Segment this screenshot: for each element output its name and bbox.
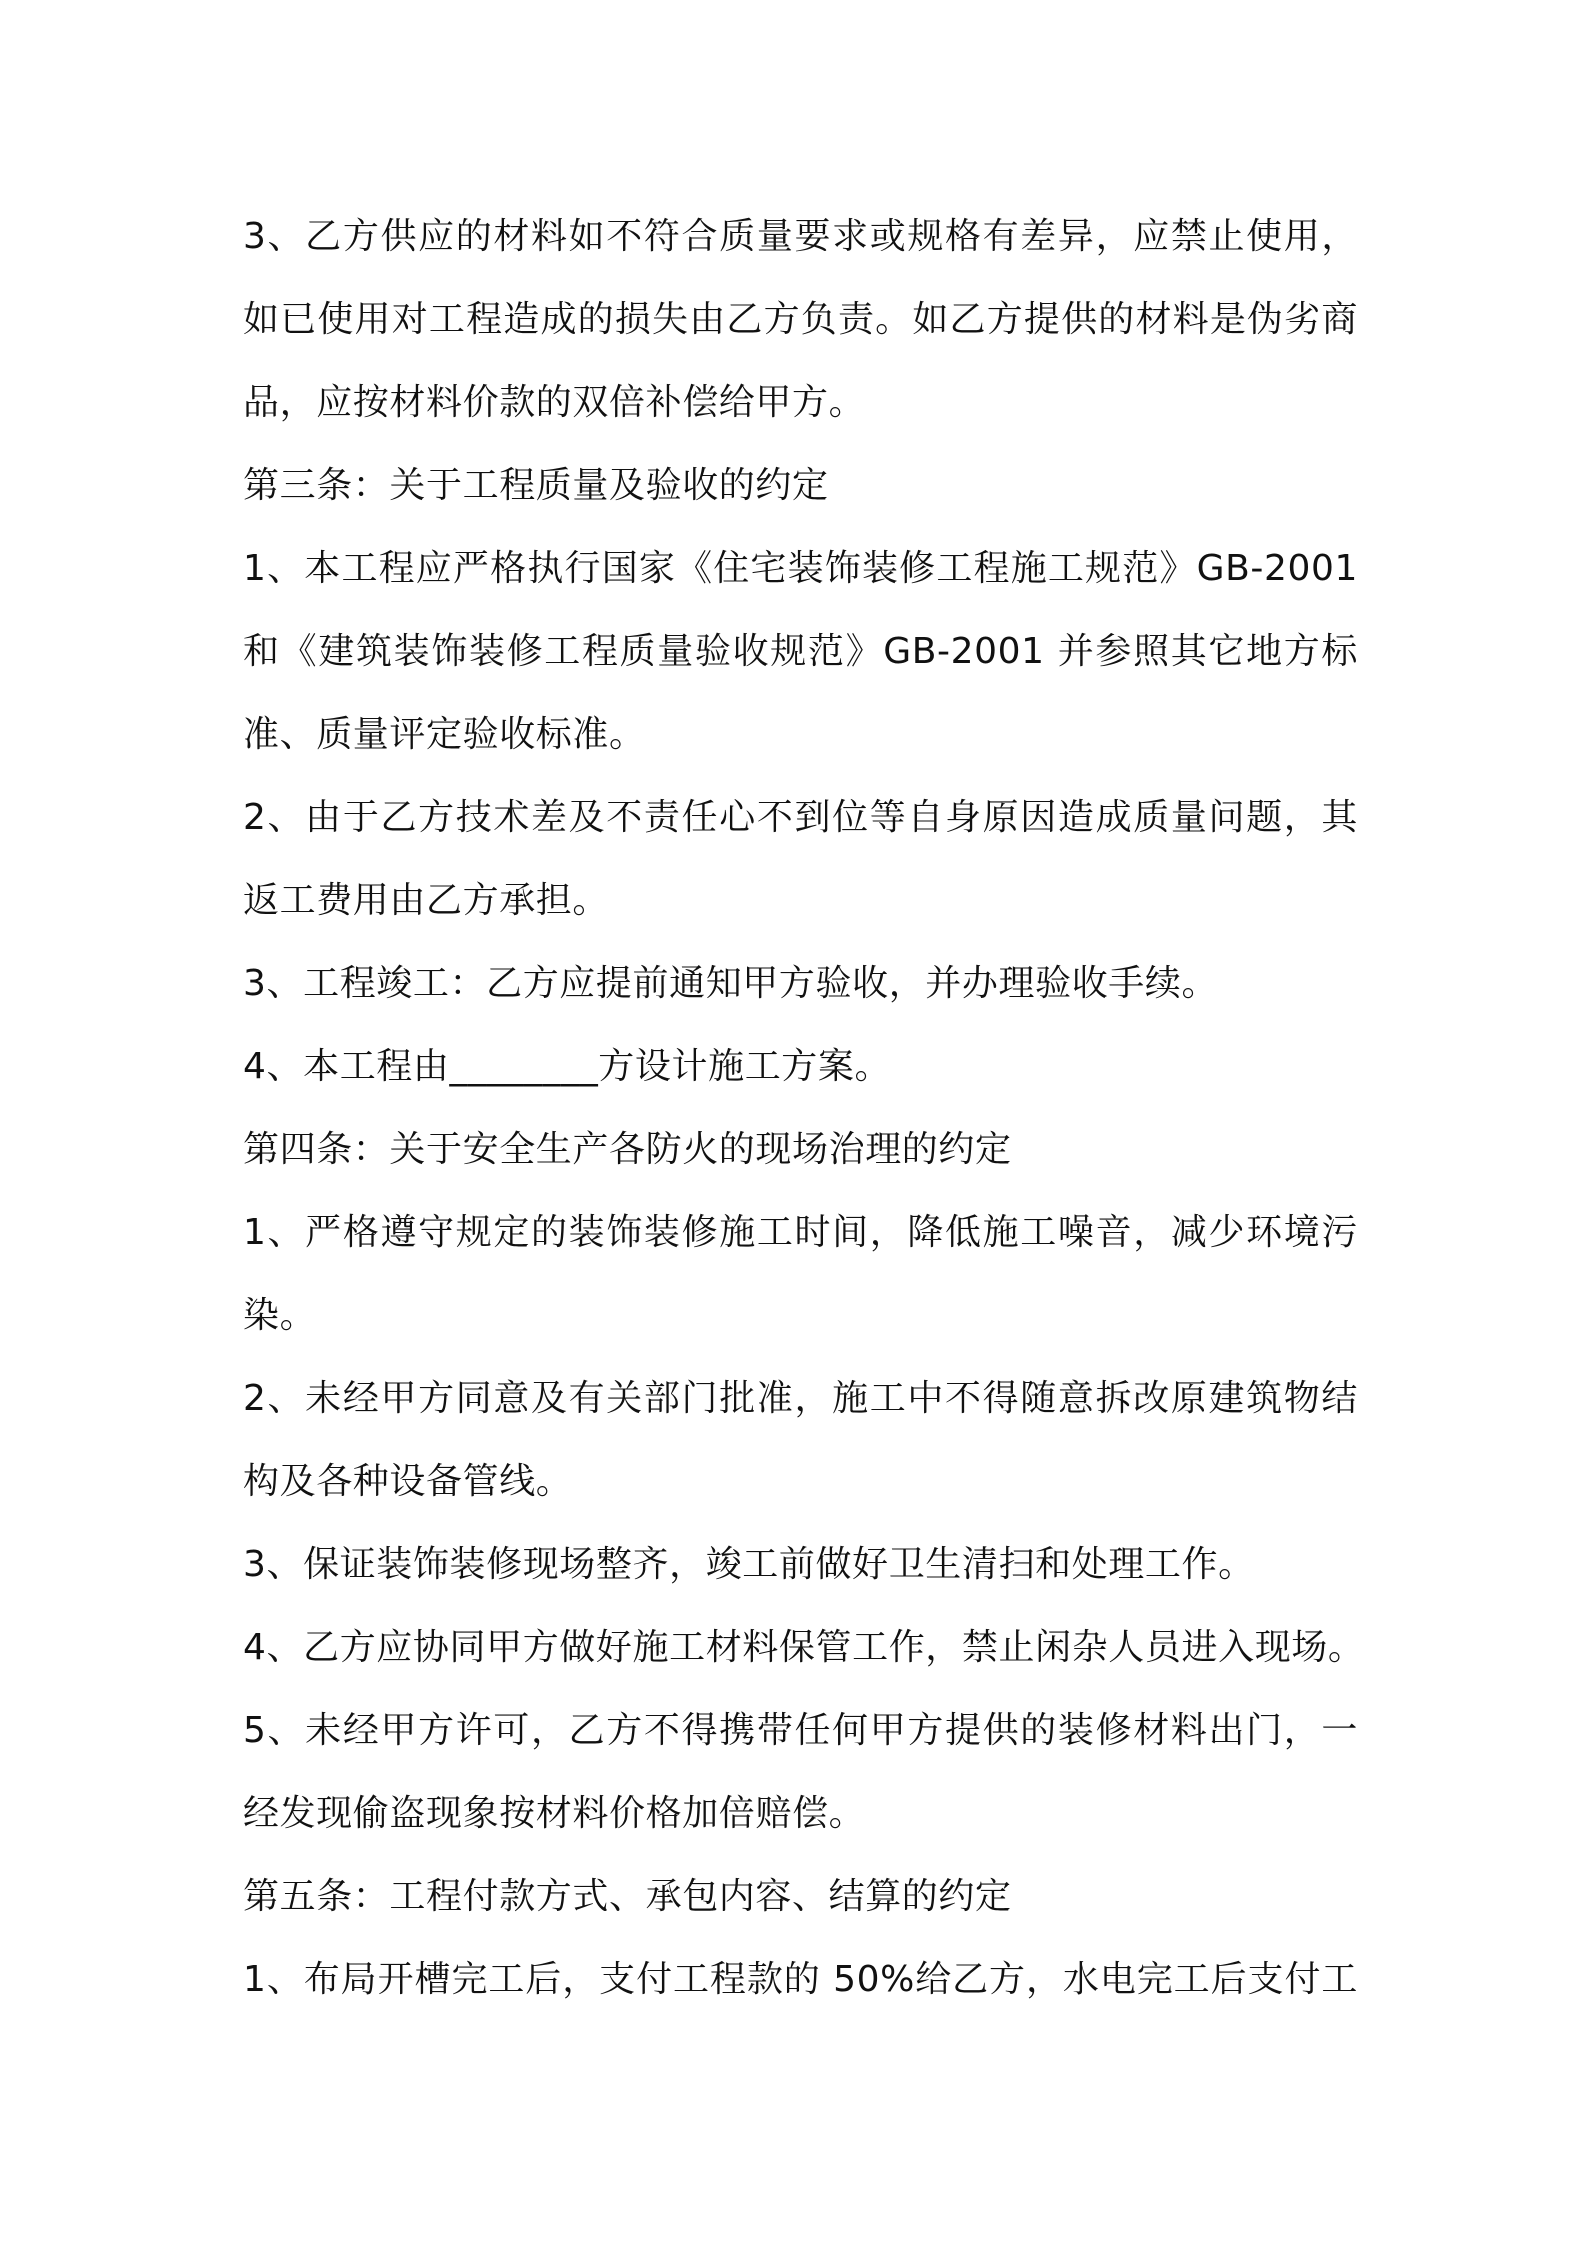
section-heading: 第五条：工程付款方式、承包内容、结算的约定 — [243, 1876, 1012, 1917]
text-line: 和《建筑装饰装修工程质量验收规范》GB-2001 并参照其它地方标 — [243, 631, 1358, 672]
text-line: 如已使用对工程造成的损失由乙方负责。如乙方提供的材料是伪劣商 — [243, 299, 1358, 340]
section-heading: 第四条：关于安全生产各防火的现场治理的约定 — [243, 1129, 1012, 1170]
text-line: 品，应按材料价款的双倍补偿给甲方。 — [243, 382, 866, 423]
text-line: 3、工程竣工：乙方应提前通知甲方验收，并办理验收手续。 — [243, 963, 1219, 1004]
text-line: 3、乙方供应的材料如不符合质量要求或规格有差异，应禁止使用， — [243, 216, 1358, 257]
section-heading: 第三条：关于工程质量及验收的约定 — [243, 465, 829, 506]
text-line: 1、布局开槽完工后，支付工程款的 50%给乙方，水电完工后支付工 — [243, 1959, 1358, 2000]
text-line: 构及各种设备管线。 — [243, 1461, 573, 1502]
text-line: 经发现偷盗现象按材料价格加倍赔偿。 — [243, 1793, 866, 1834]
text-line: 2、未经甲方同意及有关部门批准，施工中不得随意拆改原建筑物结 — [243, 1378, 1358, 1419]
text-line: 4、乙方应协同甲方做好施工材料保管工作，禁止闲杂人员进入现场。 — [243, 1627, 1365, 1668]
text-line: 1、严格遵守规定的装饰装修施工时间，降低施工噪音，减少环境污 — [243, 1212, 1358, 1253]
text-line: 返工费用由乙方承担。 — [243, 880, 610, 921]
document-body — [243, 195, 1365, 2021]
text-line: 5、未经甲方许可，乙方不得携带任何甲方提供的装修材料出门，一 — [243, 1710, 1358, 1751]
text-line: 染。 — [243, 1295, 317, 1336]
text-line: 3、保证装饰装修现场整齐，竣工前做好卫生清扫和处理工作。 — [243, 1544, 1255, 1585]
text-line: 2、由于乙方技术差及不责任心不到位等自身原因造成质量问题，其 — [243, 797, 1358, 838]
text-line: 1、本工程应严格执行国家《住宅装饰装修工程施工规范》GB-2001 — [243, 548, 1358, 589]
text-line: 4、本工程由________方设计施工方案。 — [243, 1046, 892, 1087]
text-line: 准、质量评定验收标准。 — [243, 714, 646, 755]
